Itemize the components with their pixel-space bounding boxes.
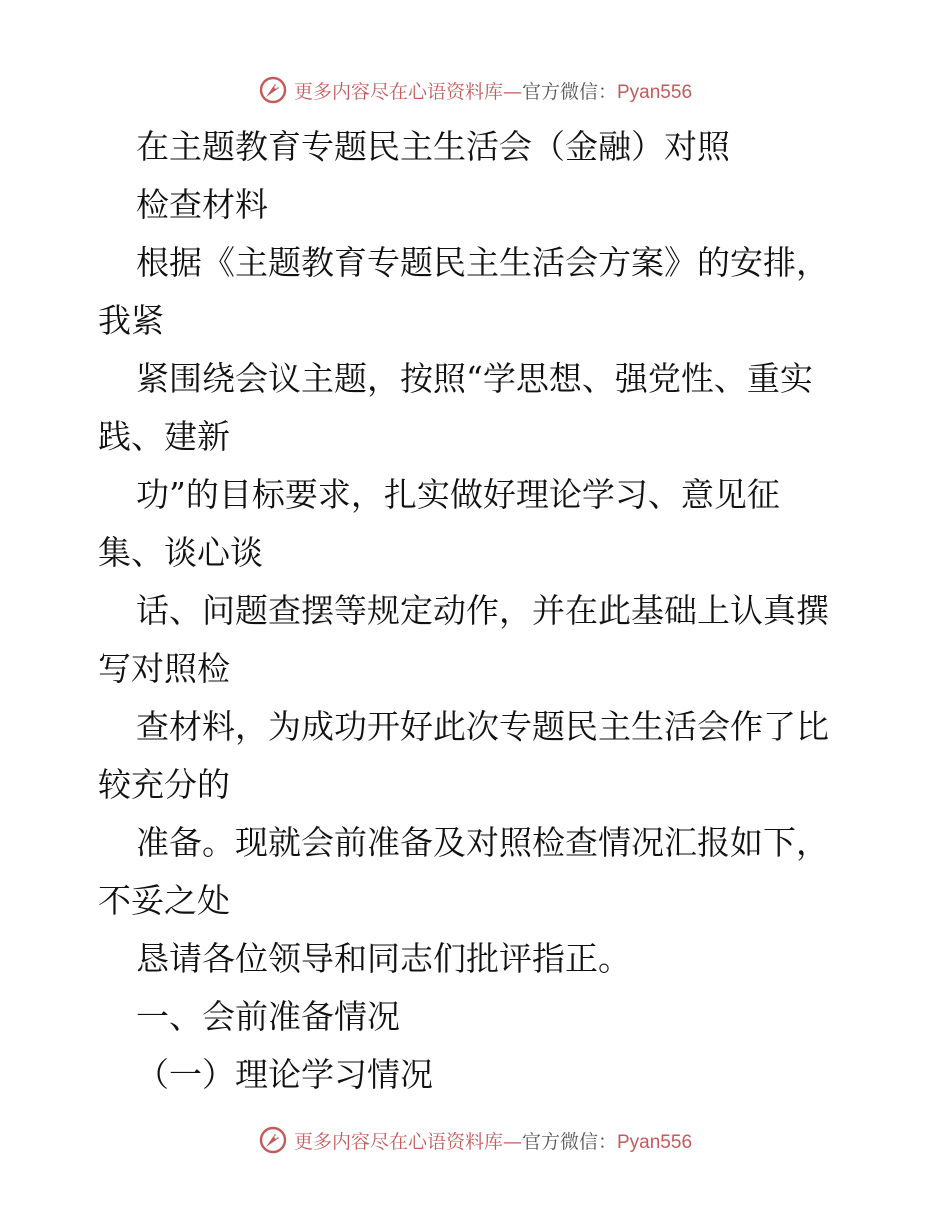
- text-line: 检查材料: [136, 185, 268, 224]
- watermark-text: 更多内容尽在心语资料库—官方微信：Pyan556: [293, 1130, 693, 1153]
- text-line: 在主题教育专题民主生活会（金融）对照: [136, 127, 730, 166]
- text-line: 写对照检: [98, 649, 230, 688]
- text-line: 功”的目标要求，扎实做好理论学习、意见征: [136, 475, 780, 514]
- text-line: 准备。现就会前准备及对照检查情况汇报如下，: [136, 823, 829, 862]
- text-line: 根据《主题教育专题民主生活会方案》的安排，: [136, 243, 829, 282]
- text-line: 较充分的: [98, 765, 230, 804]
- text-line: 查材料，为成功开好此次专题民主生活会作了比: [136, 707, 829, 746]
- text-line: 话、问题查摆等规定动作，并在此基础上认真撰: [136, 591, 829, 630]
- text-line: 践、建新: [98, 417, 230, 456]
- text-line: 一、会前准备情况: [136, 997, 400, 1036]
- pen-nib-logo-icon: [258, 1125, 288, 1155]
- document-body: [98, 118, 858, 1104]
- pen-nib-logo-icon: [258, 75, 288, 105]
- watermark-text: 更多内容尽在心语资料库—官方微信：Pyan556: [293, 80, 693, 103]
- text-line: 不妥之处: [98, 881, 230, 920]
- footer-watermark: [0, 1122, 950, 1158]
- text-line: 我紧: [98, 301, 164, 340]
- text-line: 集、谈心谈: [98, 533, 263, 572]
- text-line: 恳请各位领导和同志们批评指正。: [136, 939, 631, 978]
- header-watermark: [0, 72, 950, 108]
- text-line: （一）理论学习情况: [136, 1055, 433, 1094]
- text-line: 紧围绕会议主题，按照“学思想、强党性、重实: [136, 359, 813, 398]
